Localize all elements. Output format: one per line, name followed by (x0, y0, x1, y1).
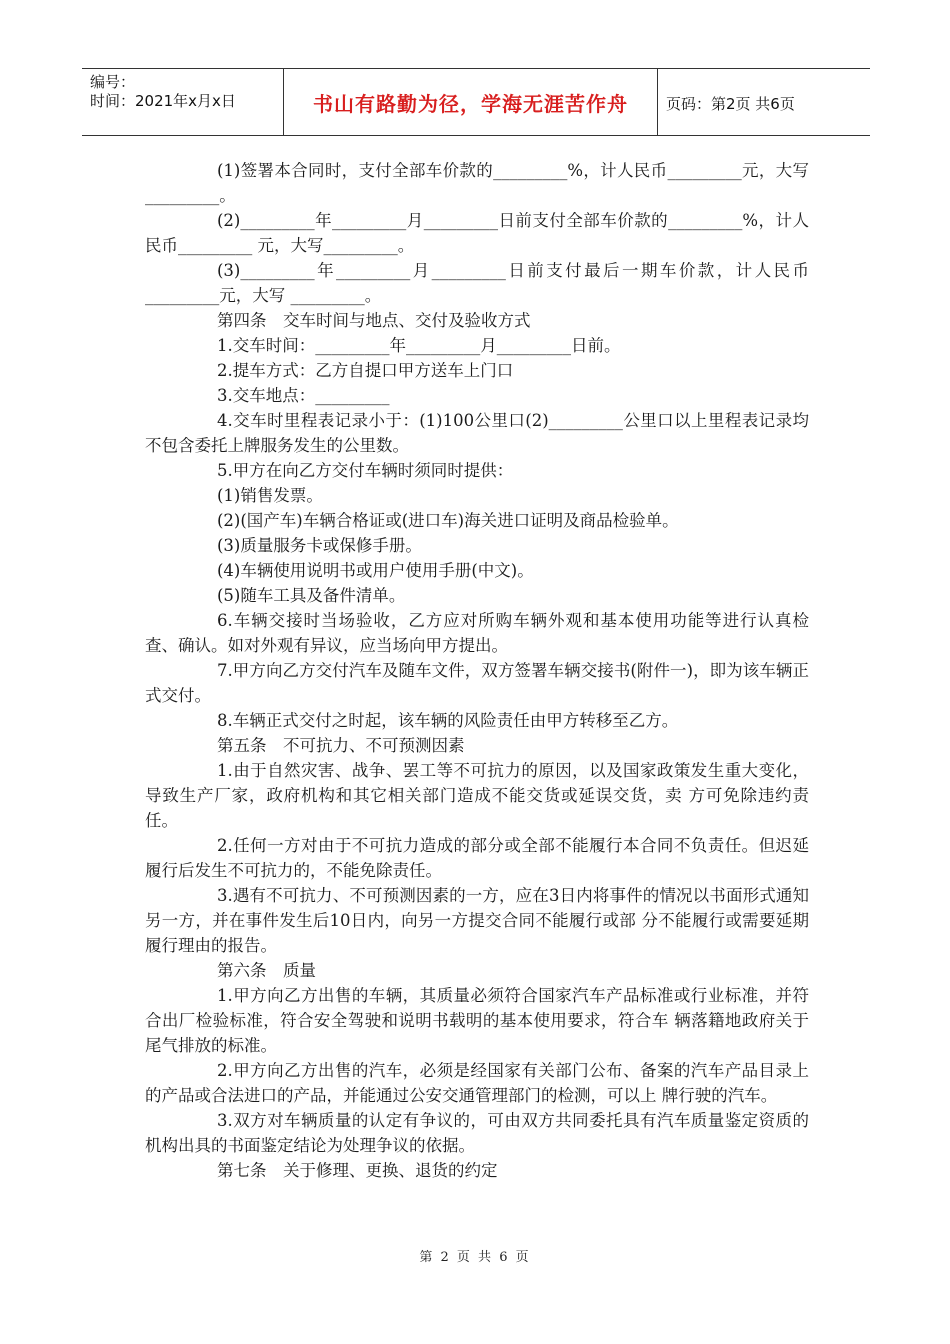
paragraph: 第五条 不可抗力、不可预测因素 (217, 736, 465, 755)
header-motto: 书山有路勤为径，学海无涯苦作舟 (313, 91, 628, 116)
paragraph: 7.甲方向乙方交付汽车及随车文件，双方签署车辆交接书(附件一)，即为该车辆正式交付。 (145, 661, 809, 705)
document-body (145, 158, 809, 1183)
header-page-number: 页码：第2页 共6页 (666, 95, 795, 113)
paragraph: 3.交车地点：_________ (217, 386, 390, 405)
paragraph: 3.遇有不可抗力、不可预测因素的一方，应在3日内将事件的情况以书面形式通知另一方，并在事件发生后10日内，向另一方提交合同不能履行或部 分不能履行或需要延期履行理由的报告。 (145, 886, 809, 955)
paragraph: (1)签署本合同时，支付全部车价款的_________%，计人民币_________元，大写_________。 (145, 161, 809, 205)
doc-number-label: 编号： (90, 73, 136, 91)
paragraph: (4)车辆使用说明书或用户使用手册(中文)。 (217, 561, 534, 580)
paragraph: 5.甲方在向乙方交付车辆时须同时提供： (217, 461, 514, 480)
paragraph: 第六条 质量 (217, 961, 316, 980)
doc-date-label: 时间：2021年x月x日 (90, 92, 236, 110)
paragraph: 第七条 关于修理、更换、退货的约定 (217, 1161, 498, 1180)
paragraph: 8.车辆正式交付之时起，该车辆的风险责任由甲方转移至乙方。 (217, 711, 679, 730)
paragraph: 4.交车时里程表记录小于：(1)100公里口(2)_________公里口以上里程表记录均不包含委托上牌服务发生的公里数。 (145, 411, 809, 455)
paragraph: 第四条 交车时间与地点、交付及验收方式 (217, 311, 531, 330)
paragraph: 2.提车方式：乙方自提口甲方送车上门口 (217, 361, 514, 380)
header-meta (90, 73, 236, 111)
paragraph: 2.甲方向乙方出售的汽车，必须是经国家有关部门公布、备案的汽车产品目录上的产品或合法进口的产品，并能通过公安交通管理部门的检测，可以上 牌行驶的汽车。 (145, 1061, 809, 1105)
page-header (82, 68, 870, 136)
paragraph: (2)_________年_________月_________日前支付全部车价款的_________%，计人民币_________ 元，大写_________。 (145, 211, 809, 255)
paragraph: 1.由于自然灾害、战争、罢工等不可抗力的原因，以及国家政策发生重大变化，导致生产厂家，政府机构和其它相关部门造成不能交货或延误交货，卖 方可免除违约责任。 (145, 761, 809, 830)
paragraph: (2)(国产车)车辆合格证或(进口车)海关进口证明及商品检验单。 (217, 511, 679, 530)
paragraph: 1.交车时间：_________年_________月_________日前。 (217, 336, 621, 355)
paragraph: 1.甲方向乙方出售的车辆，其质量必须符合国家汽车产品标准或行业标准，并符合出厂检验标准，符合安全驾驶和说明书载明的基本使用要求，符合车 辆落籍地政府关于尾气排放的标准。 (145, 986, 809, 1055)
header-divider (657, 69, 658, 135)
page-footer: 第 2 页 共 6 页 (419, 1250, 531, 1265)
paragraph: (5)随车工具及备件清单。 (217, 586, 406, 605)
paragraph: (1)销售发票。 (217, 486, 323, 505)
paragraph: (3)质量服务卡或保修手册。 (217, 536, 422, 555)
paragraph: 3.双方对车辆质量的认定有争议的，可由双方共同委托具有汽车质量鉴定资质的机构出具的书面鉴定结论为处理争议的依据。 (145, 1111, 809, 1155)
paragraph: (3)_________年_________月_________日前支付最后一期车价款，计人民币_________元，大写 _________。 (145, 261, 809, 305)
paragraph: 6.车辆交接时当场验收，乙方应对所购车辆外观和基本使用功能等进行认真检查、确认。如对外观有异议，应当场向甲方提出。 (145, 611, 809, 655)
paragraph: 2.任何一方对由于不可抗力造成的部分或全部不能履行本合同不负责任。但迟延履行后发生不可抗力的，不能免除责任。 (145, 836, 809, 880)
